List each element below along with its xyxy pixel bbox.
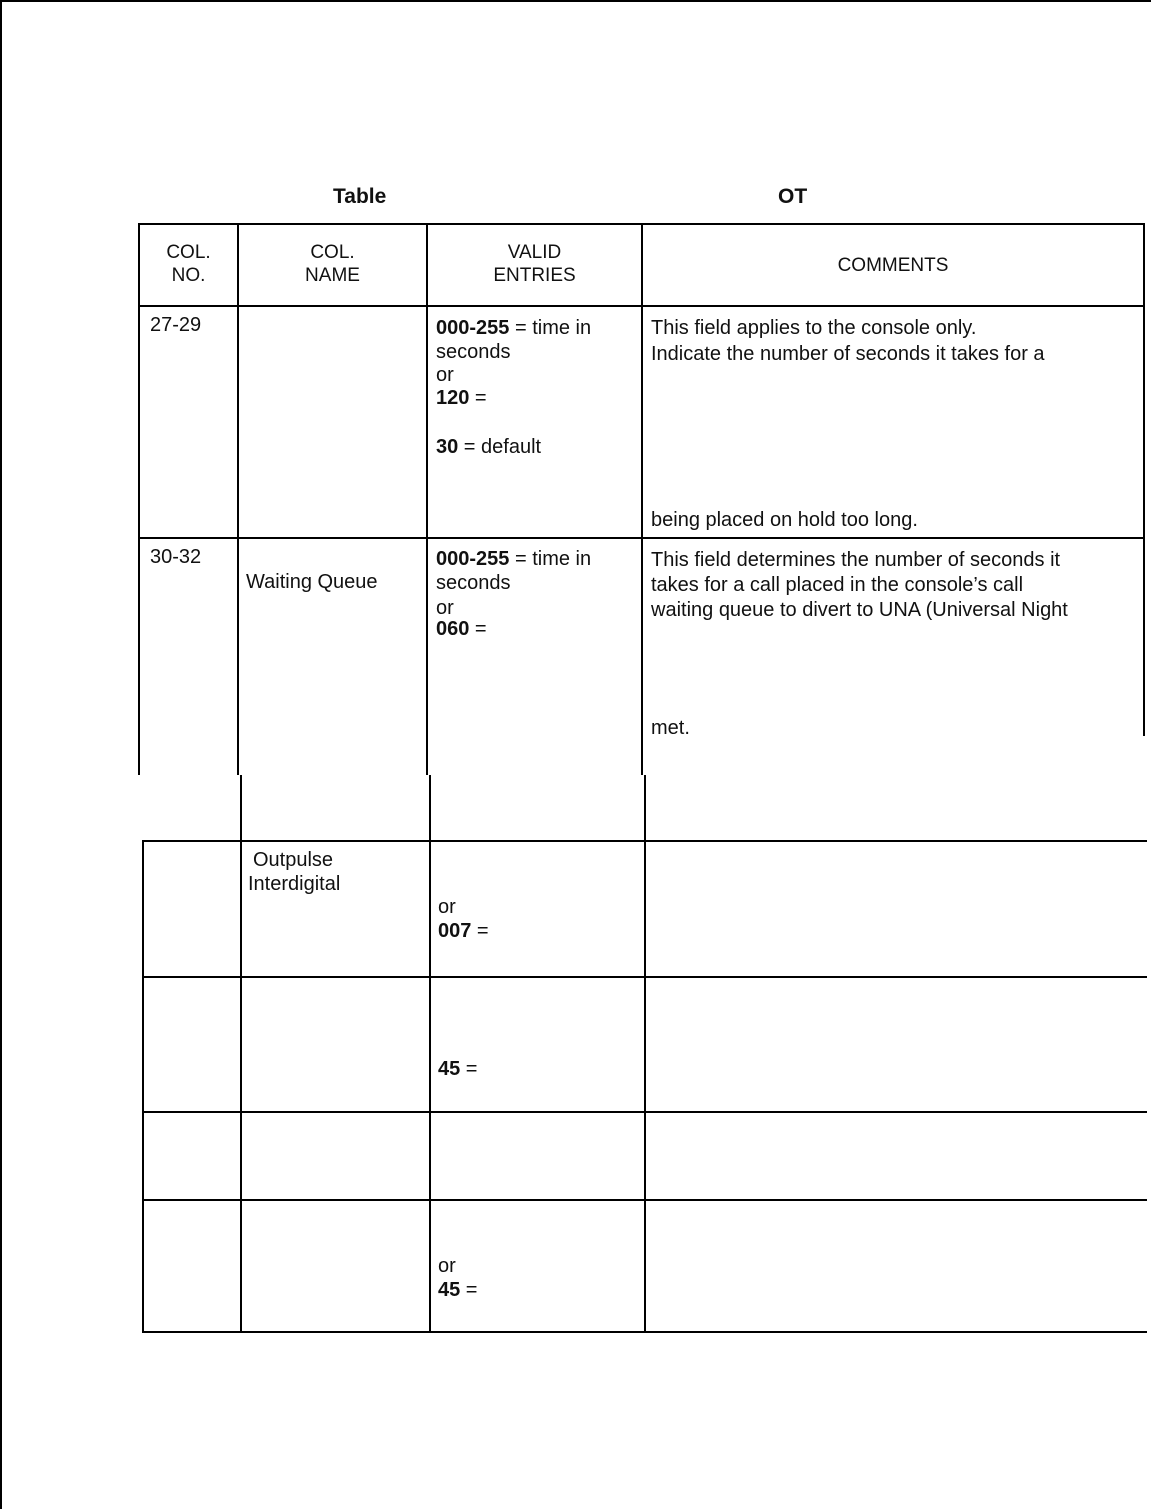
- row5-entry-alt: 45 =: [438, 1058, 478, 1080]
- row2-col-name: Waiting Queue: [246, 571, 378, 593]
- header-comments: COMMENTS: [837, 255, 949, 276]
- row1-comment-line2: Indicate the number of seconds it takes for a: [651, 343, 1045, 365]
- header-col-no: COL. NO.: [166, 242, 211, 286]
- row7-entry-alt: 45 =: [438, 1279, 478, 1301]
- row1-entry-or: or: [436, 364, 454, 386]
- row1-entry-alt: 120 =: [436, 387, 487, 409]
- row2-entry-range: 000-255 = time in: [436, 548, 592, 570]
- row2-comment-line2: takes for a call placed in the console’s call: [651, 574, 1024, 596]
- row1-col-no: 27-29: [150, 314, 202, 336]
- row1-comment-line3: being placed on hold too long.: [651, 509, 918, 531]
- row2-entry-or: or: [436, 597, 454, 619]
- row4-col-name-line2: Interdigital: [248, 873, 341, 895]
- row2-comment-line1: This field determines the number of seconds it: [651, 549, 1061, 571]
- row2-comment-line4: met.: [651, 717, 690, 739]
- table-caption-right: OT: [778, 185, 808, 208]
- row1-entry-range: 000-255 = time in: [436, 317, 592, 339]
- row4-entry-or: or: [438, 896, 456, 918]
- row2-entry-seconds: seconds: [436, 572, 511, 594]
- row1-entry-default: 30 = default: [436, 436, 542, 458]
- row2-comment-line3: waiting queue to divert to UNA (Universal Night: [651, 599, 1068, 621]
- row1-entry-seconds: seconds: [436, 341, 511, 363]
- header-valid-entries: VALID ENTRIES: [493, 242, 576, 286]
- header-col-name: COL. NAME: [305, 242, 360, 286]
- row7-entry-or: or: [438, 1255, 456, 1277]
- table-caption-left: Table: [333, 185, 387, 208]
- row1-comment-line1: This field applies to the console only.: [651, 317, 977, 339]
- row2-col-no: 30-32: [150, 546, 202, 568]
- row4-entry-alt: 007 =: [438, 920, 489, 942]
- row4-col-name-line1: Outpulse: [253, 849, 334, 871]
- row2-entry-alt: 060 =: [436, 618, 487, 640]
